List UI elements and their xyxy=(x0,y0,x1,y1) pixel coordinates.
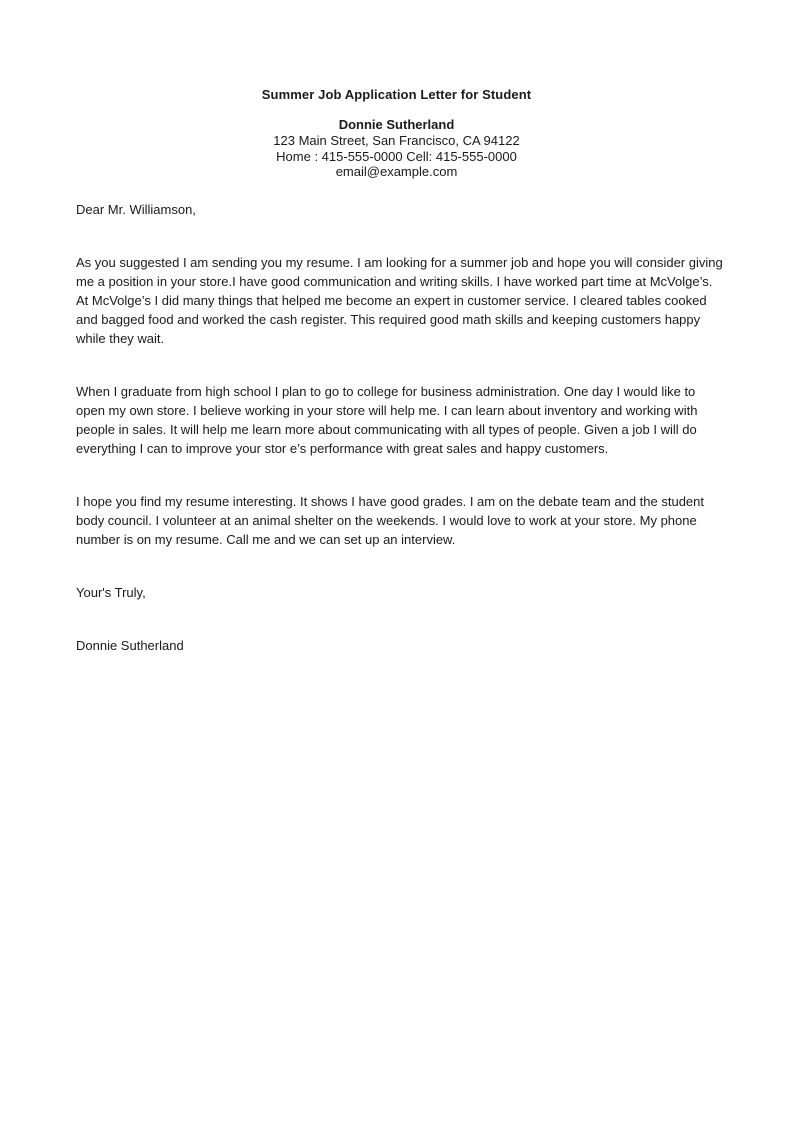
body-paragraph-3: I hope you find my resume interesting. It shows I have good grades. I am on the debate team and the student body council. I volunteer at an animal shelter on the weekends. I would love to work at your store. My phone number is on my resume. Call me and we can set up an interview. xyxy=(76,494,704,547)
document-title: Summer Job Application Letter for Student xyxy=(261,87,532,102)
sender-address: 123 Main Street, San Francisco, CA 94122 xyxy=(273,133,520,148)
sender-phones: Home : 415-555-0000 Cell: 415-555-0000 xyxy=(276,148,517,164)
body-paragraph-2: When I graduate from high school I plan to go to college for business administration. One day I would like to open my own store. I believe working in your store will help me. I can learn about inventory and working with people in sales. It will help me learn more about communicating with all types of people. Given a job I will do everything I can to improve your stor e’s performance with great sales and happy customers. xyxy=(76,384,698,456)
body-paragraph-1: As you suggested I am sending you my resume. I am looking for a summer job and hope you will consider giving me a position in your store.I have good communication and writing skills. I have worked part time at McVolge’s. At McVolge’s I did many things that helped me become an expert in customer service. I cleared tables cooked and bagged food and worked the cash register. This required good math skills and keeping customers happy while they wait. xyxy=(76,255,723,346)
salutation: Dear Mr. Williamson, xyxy=(76,202,196,217)
sender-email: email@example.com xyxy=(335,164,458,179)
signature-name: Donnie Sutherland xyxy=(76,638,184,653)
sender-name: Donnie Sutherland xyxy=(338,117,455,132)
closing: Your's Truly, xyxy=(76,585,146,600)
letter-header xyxy=(0,86,793,180)
letter-body xyxy=(76,200,726,655)
